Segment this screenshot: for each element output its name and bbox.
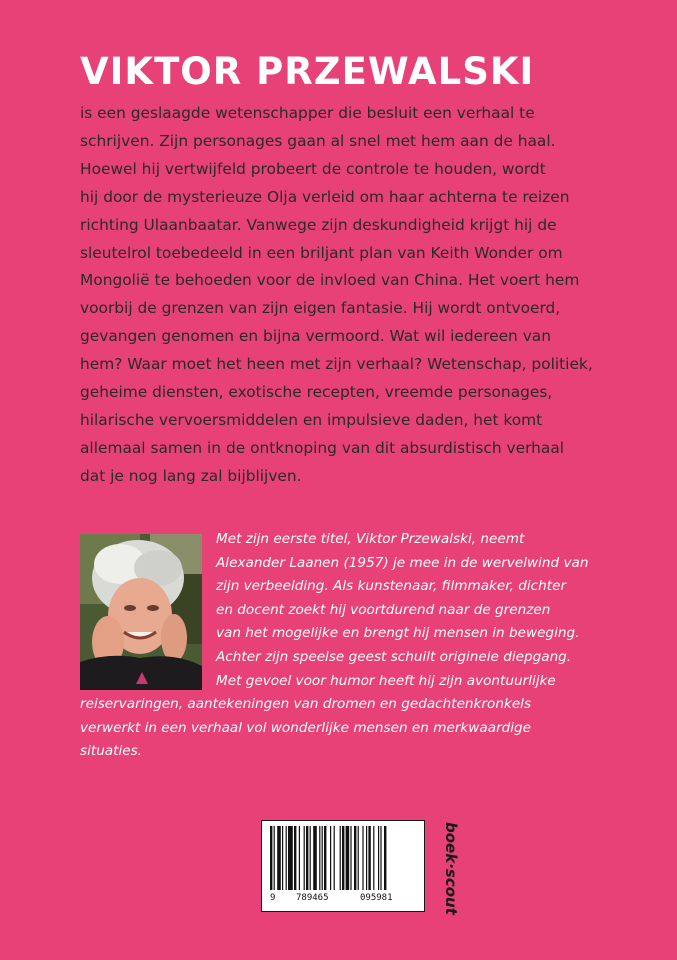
bio-line: en docent zoekt hij voortdurend naar de grenzen [216,601,551,618]
bio-line: Achter zijn speelse geest schuilt originele diepgang. [216,648,572,665]
bio-line: situaties. [80,743,143,760]
blurb-line: richting Ulaanbaatar. Vanwege zijn deskundigheid krijgt hij de [80,215,557,234]
blurb-line: hij door de mysterieuze Olja verleid om haar achterna te reizen [80,187,570,206]
book-title: VIKTOR PRZEWALSKI [80,50,535,93]
bio-line: van het mogelijke en brengt hij mensen in beweging. [216,625,580,642]
blurb-line: Hoewel hij vertwijfeld probeert de controle te houden, wordt [80,159,546,178]
bio-line: reiservaringen, aantekeningen van dromen en gedachtenkronkels [80,696,532,713]
bio-line: zijn verbeelding. Als kunstenaar, filmmaker, dichter [216,578,567,595]
blurb-line: hem? Waar moet het heen met zijn verhaal? Wetenschap, politiek, [80,355,593,374]
barcode-bars [268,826,418,892]
bio-line: verwerkt in een verhaal vol wonderlijke mensen en merkwaardige [80,719,532,736]
bio-line: Met zijn eerste titel, Viktor Przewalski, neemt [216,531,525,547]
blurb-line: schrijven. Zijn personages gaan al snel met hem aan de haal. [80,131,556,150]
publisher-logo [432,818,460,918]
isbn-prefix: 9 [270,893,276,903]
blurb-line: geheime diensten, exotische recepten, vreemde personages, [80,383,553,402]
blurb-line: gevangen genomen en bijna vermoord. Wat wil iedereen van [80,327,551,346]
isbn-left: 789465 [296,893,329,903]
isbn-right: 095981 [360,893,393,903]
author-bio [80,528,600,764]
back-cover-blurb [80,100,593,491]
isbn-barcode [261,820,425,912]
publisher-name: boek·scout [442,822,460,915]
blurb-line: allemaal samen in de ontknoping van dit absurdistisch verhaal [80,438,565,457]
bio-line: Met gevoel voor humor heeft hij zijn avontuurlijke [216,672,556,689]
blurb-line: is een geslaagde wetenschapper die besluit een verhaal te [80,104,535,122]
blurb-line: hilarische vervoersmiddelen en impulsieve daden, het komt [80,410,543,429]
bio-line: Alexander Laanen (1957) je mee in de wervelwind van [216,554,589,571]
blurb-line: Mongolië te behoeden voor de invloed van China. Het voert hem [80,271,580,290]
blurb-line: sleutelrol toebedeeld in een briljant plan van Keith Wonder om [80,243,563,262]
blurb-line: voorbij de grenzen van zijn eigen fantasie. Hij wordt ontvoerd, [80,299,561,318]
blurb-line: dat je nog lang zal bijblijven. [80,466,302,485]
